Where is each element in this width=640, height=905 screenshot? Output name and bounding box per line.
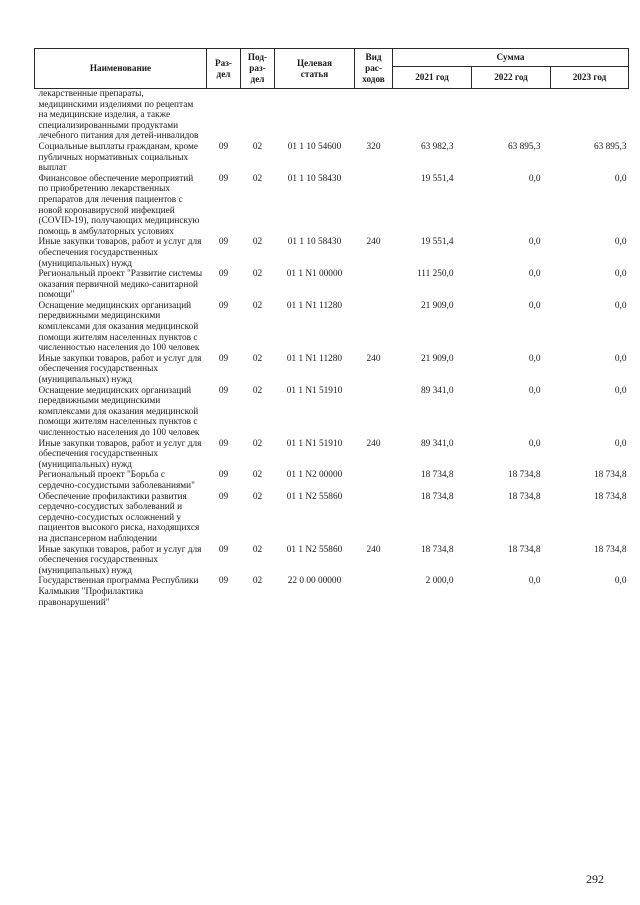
row-article: 01 1 N1 11280 <box>286 300 343 311</box>
row-amount-2021: 63 982,3 <box>420 141 454 152</box>
row-kind: 240 <box>366 237 381 248</box>
row-amount-2022: 0,0 <box>528 438 541 449</box>
row-section: 09 <box>218 470 229 481</box>
table-row <box>35 269 629 301</box>
row-amount-2022: 0,0 <box>528 385 541 396</box>
row-subsection: 02 <box>252 173 263 184</box>
row-amount-2021: 2 000,0 <box>425 576 454 587</box>
header-year-2023: 2023 год <box>551 67 629 89</box>
row-article: 22 0 00 00000 <box>287 576 342 587</box>
row-amount-2022: 18 734,8 <box>507 491 541 502</box>
table-row <box>35 142 629 174</box>
row-kind <box>355 301 393 354</box>
row-kind <box>355 269 393 301</box>
row-amount-2023 <box>551 89 629 142</box>
row-article: 01 1 N2 55860 <box>286 544 343 555</box>
row-amount-2021: 21 909,0 <box>420 353 454 364</box>
row-section: 09 <box>218 544 229 555</box>
row-section <box>207 89 241 142</box>
row-subsection: 02 <box>252 300 263 311</box>
row-name: Оснащение медицинских организаций передвижными медицинскими комплексами для оказания медицинской помощи жителям населенных пунктов с численностью населения до 100 человек <box>38 300 200 354</box>
table-row <box>35 301 629 354</box>
row-amount-2023: 63 895,3 <box>593 141 627 152</box>
table-row <box>35 470 629 491</box>
row-amount-2023: 0,0 <box>614 237 627 248</box>
row-section: 09 <box>218 173 229 184</box>
budget-table <box>34 48 629 608</box>
row-section: 09 <box>218 141 229 152</box>
row-article: 01 1 N2 00000 <box>286 470 343 481</box>
row-amount-2021: 18 734,8 <box>420 491 454 502</box>
row-amount-2021: 89 341,0 <box>420 385 454 396</box>
row-article <box>275 89 355 142</box>
row-name: Иные закупки товаров, работ и услуг для обеспечения государственных (муниципальных) нужд <box>38 438 202 470</box>
row-subsection: 02 <box>252 438 263 449</box>
row-amount-2023: 0,0 <box>614 173 627 184</box>
row-amount-2023: 0,0 <box>614 269 627 280</box>
row-amount-2021: 89 341,0 <box>420 438 454 449</box>
row-amount-2021: 18 734,8 <box>420 470 454 481</box>
row-article: 01 1 10 54600 <box>287 141 342 152</box>
row-amount-2023: 18 734,8 <box>593 544 627 555</box>
row-amount-2021: 18 734,8 <box>420 544 454 555</box>
row-name: Государственная программа Республики Калмыкия "Профилактика правонарушений" <box>38 576 199 608</box>
row-section: 09 <box>218 300 229 311</box>
row-section: 09 <box>218 438 229 449</box>
row-subsection: 02 <box>252 141 263 152</box>
row-amount-2022: 18 734,8 <box>507 544 541 555</box>
header-subsection: Под- раз- дел <box>241 49 275 89</box>
row-kind <box>355 174 393 238</box>
row-amount-2023: 18 734,8 <box>593 470 627 481</box>
row-article: 01 1 N1 51910 <box>286 385 343 396</box>
row-subsection <box>241 89 275 142</box>
header-year-2021: 2021 год <box>393 67 472 89</box>
table-row <box>35 576 629 608</box>
table-row <box>35 439 629 471</box>
header-kind: Вид рас- ходов <box>355 49 393 89</box>
row-name: Обеспечение профилактики развития сердечно-сосудистых заболеваний и сердечно-сосудистых осложнений у пациентов высокого риска, находящихся на диспансерном наблюдении <box>38 491 200 544</box>
row-amount-2021: 111 250,0 <box>417 269 454 280</box>
row-amount-2023: 18 734,8 <box>593 491 627 502</box>
row-amount-2022: 0,0 <box>528 173 541 184</box>
row-kind: 240 <box>366 438 381 449</box>
row-name: Оснащение медицинских организаций передвижными медицинскими комплексами для оказания медицинской помощи жителям населенных пунктов с численностью населения до 100 человек <box>38 385 200 438</box>
header-section: Раз- дел <box>207 49 241 89</box>
table-header <box>35 49 629 89</box>
table-row <box>35 89 629 142</box>
row-section: 09 <box>218 385 229 396</box>
row-amount-2023: 0,0 <box>614 438 627 449</box>
table-row <box>35 386 629 439</box>
row-amount-2022: 0,0 <box>528 576 541 587</box>
row-name: лекарственные препараты, медицинскими изделиями по рецептам на медицинские изделия, а также специализированными продуктами лечебного питания для детей-инвалидов <box>38 89 199 142</box>
row-name: Региональный проект "Борьба с сердечно-сосудистыми заболеваниями" <box>38 470 195 491</box>
row-section: 09 <box>218 491 229 502</box>
row-subsection: 02 <box>252 237 263 248</box>
table-row <box>35 545 629 577</box>
row-amount-2022 <box>472 89 551 142</box>
row-amount-2023: 0,0 <box>614 353 627 364</box>
table-row <box>35 174 629 238</box>
row-amount-2021: 19 551,4 <box>420 173 454 184</box>
header-sum: Сумма <box>393 49 629 67</box>
row-kind <box>355 386 393 439</box>
row-name: Социальные выплаты гражданам, кроме публичных нормативных социальных выплат <box>38 141 198 174</box>
row-name: Иные закупки товаров, работ и услуг для обеспечения государственных (муниципальных) нужд <box>38 544 202 576</box>
row-kind: 240 <box>366 353 381 364</box>
row-amount-2022: 0,0 <box>528 237 541 248</box>
row-amount-2022: 63 895,3 <box>507 141 541 152</box>
header-article: Целевая статья <box>275 49 355 89</box>
row-amount-2021 <box>393 89 472 142</box>
row-name: Региональный проект "Развитие системы оказания первичной медико-санитарной помощи" <box>38 269 203 301</box>
row-kind <box>355 576 393 608</box>
page-number: 292 <box>586 872 604 886</box>
row-subsection: 02 <box>252 269 263 280</box>
row-article: 01 1 N1 11280 <box>286 353 343 364</box>
row-kind <box>355 492 393 545</box>
row-amount-2021: 19 551,4 <box>420 237 454 248</box>
table-row <box>35 354 629 386</box>
row-section: 09 <box>218 269 229 280</box>
header-name: Наименование <box>35 49 207 89</box>
row-subsection: 02 <box>252 353 263 364</box>
row-section: 09 <box>218 576 229 587</box>
row-article: 01 1 10 58430 <box>287 237 342 248</box>
row-amount-2023: 0,0 <box>614 300 627 311</box>
row-name: Финансовое обеспечение мероприятий по приобретению лекарственных препаратов для лечения пациентов с новой коронавирусной инфекцией (COVID-19), получающих медицинскую помощь в амбулаторных условиях <box>38 173 200 237</box>
row-section: 09 <box>218 353 229 364</box>
row-article: 01 1 10 58430 <box>287 173 342 184</box>
row-section: 09 <box>218 237 229 248</box>
row-kind <box>355 470 393 491</box>
table-row <box>35 237 629 269</box>
row-article: 01 1 N1 51910 <box>286 438 343 449</box>
header-year-2022: 2022 год <box>472 67 551 89</box>
row-amount-2022: 18 734,8 <box>507 470 541 481</box>
row-amount-2021: 21 909,0 <box>420 300 454 311</box>
row-amount-2023: 0,0 <box>614 385 627 396</box>
row-amount-2022: 0,0 <box>528 353 541 364</box>
row-subsection: 02 <box>252 576 263 587</box>
row-subsection: 02 <box>252 385 263 396</box>
row-subsection: 02 <box>252 470 263 481</box>
row-article: 01 1 N2 55860 <box>286 491 343 502</box>
row-kind: 240 <box>366 544 381 555</box>
row-subsection: 02 <box>252 544 263 555</box>
row-name: Иные закупки товаров, работ и услуг для обеспечения государственных (муниципальных) нужд <box>38 353 202 386</box>
row-amount-2022: 0,0 <box>528 300 541 311</box>
row-name: Иные закупки товаров, работ и услуг для обеспечения государственных (муниципальных) нужд <box>38 237 202 269</box>
row-subsection: 02 <box>252 491 263 502</box>
table-body <box>35 89 629 609</box>
row-kind <box>355 89 393 142</box>
row-kind: 320 <box>366 141 381 152</box>
table-row <box>35 492 629 545</box>
row-article: 01 1 N1 00000 <box>286 269 343 280</box>
row-amount-2022: 0,0 <box>528 269 541 280</box>
row-amount-2023: 0,0 <box>614 576 627 587</box>
